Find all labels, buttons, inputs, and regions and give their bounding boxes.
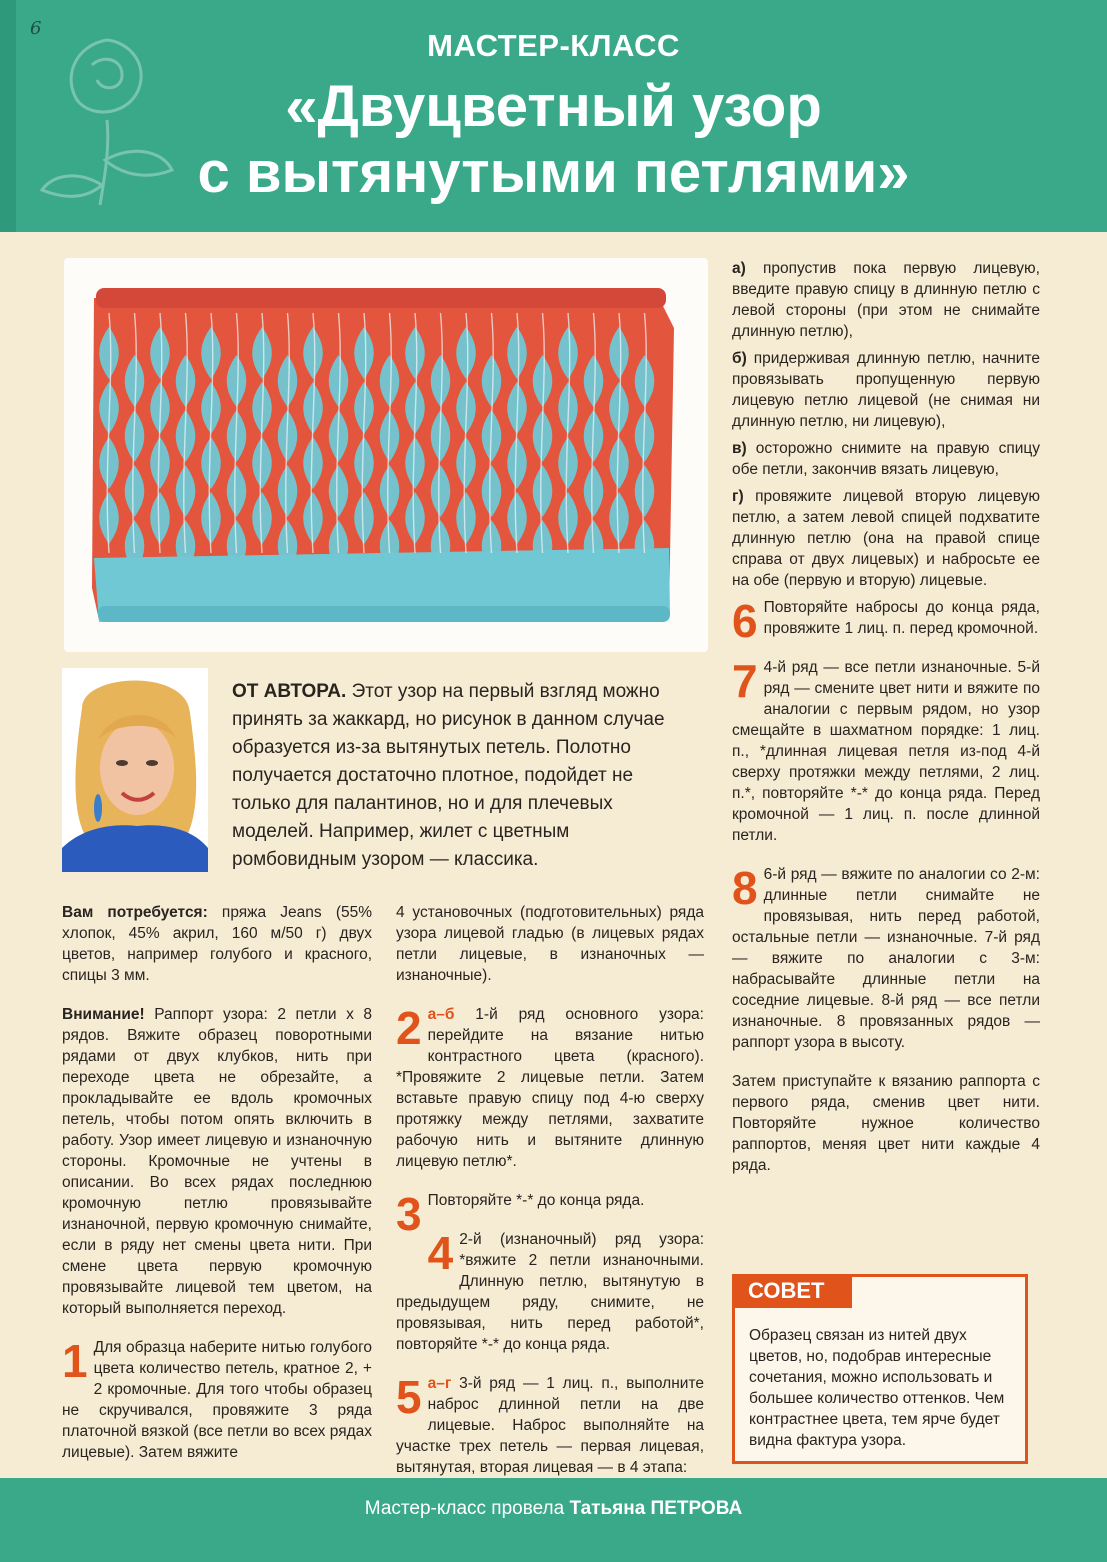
- author-portrait: [62, 668, 208, 872]
- footer-credit: [0, 1498, 1107, 1520]
- step-text: 6-й ряд — вяжите по аналогии со 2-м: длинные петли снимайте не провязывая, нить перед работой, остальные петли — изнаночные. 7-й ряд — вяжите по аналогии с 3-м: набрасывайте длинные петли на соседние лицевые. 8-й ряд — все петли изнаночные. 8 провязанных рядов — раппорт узора в высоту.: [732, 866, 1040, 1051]
- step-number: 1: [62, 1335, 88, 1387]
- materials-paragraph: [62, 902, 372, 986]
- column-3: [732, 258, 1040, 1194]
- step-5: [396, 1373, 704, 1478]
- step-4: [396, 1229, 704, 1355]
- title-line-2: с вытянутыми петлями»: [197, 140, 910, 205]
- attention-label: Внимание!: [62, 1006, 145, 1023]
- swatch-photo: [64, 258, 708, 652]
- step-number: 2: [396, 1002, 422, 1054]
- step-1-continued: 4 установочных (подготовительных) ряда узора лицевой гладью (в лицевых рядах петли лицевые, в изнаночных — изнаночные).: [396, 904, 704, 984]
- closing-paragraph: Затем приступайте к вязанию раппорта с первого ряда, сменив цвет нити. Повторяйте нужное количество раппортов, меняя цвет нити каждые 4 ряда.: [732, 1073, 1040, 1174]
- step-number: 3: [396, 1188, 422, 1240]
- tip-label: СОВЕТ: [732, 1274, 852, 1308]
- author-note-text: Этот узор на первый взгляд можно принять за жаккард, но рисунок в данном случае образуется из-за вытянутых петель. Полотно получается достаточно плотное, подойдет не только для палантинов, но и для плечевых моделей. Например, жилет с цветным ромбовидным узором — классика.: [232, 681, 665, 870]
- substep-text: осторожно снимите на правую спицу обе петли, закончив вязать лицевую,: [732, 440, 1040, 478]
- step-7: [732, 657, 1040, 846]
- substep-text: придерживая длинную петлю, начните провязывать пропущенную первую лицевую петлю лицевой (не снимая ни длинную петлю, ни лицевую),: [732, 350, 1040, 430]
- footer-prefix: Мастер-класс провела: [364, 1498, 570, 1519]
- step-sub-label: а–б: [427, 1006, 455, 1023]
- step-text: Для образца наберите нитью голубого цвета количество петель, кратное 2, + 2 кромочные. Для того чтобы образец не скручивался, провяжите 3 ряда платочной вязкой (все петли во всех рядах лицевые). Затем вяжите: [62, 1339, 372, 1461]
- attention-text: Раппорт узора: 2 петли х 8 рядов. Вяжите образец поворотными рядами от двух клубков, нить при переходе цвета не обрезайте, а прокладывайте ее вдоль кромочных петель, чтобы потом опять включить в работу. Узор имеет лицевую и изнаночную стороны. Кромочные не учтены в описании. Во всех рядах последнюю кромочную петлю провязывайте изнаночной, первую кромочную снимайте, если в ряду нет смены цвета нити. При смене цвета первую кромочную провязывайте лицевой тем цветом, на который выполняется переход.: [62, 1006, 372, 1317]
- title-line-1: «Двуцветный узор: [285, 74, 822, 139]
- step-2: [396, 1004, 704, 1172]
- page-title: [0, 74, 1107, 206]
- step-5c: [732, 438, 1040, 480]
- step-number: 4: [427, 1227, 454, 1279]
- step-8: [732, 864, 1040, 1053]
- step-6: [732, 595, 1040, 647]
- knitted-swatch-image: [64, 258, 708, 652]
- step-text: Повторяйте *-* до конца ряда.: [427, 1192, 645, 1209]
- substep-label: в): [732, 440, 747, 457]
- section-kicker: МАСТЕР-КЛАСС: [427, 28, 680, 63]
- step-number: 5: [396, 1371, 422, 1423]
- footer-banner: [0, 1478, 1107, 1562]
- step-5b: [732, 348, 1040, 432]
- author-note: [232, 678, 692, 874]
- column-2: [396, 902, 704, 1496]
- step-1: [62, 1337, 372, 1463]
- step-3: [396, 1188, 704, 1240]
- step-5d: [732, 486, 1040, 591]
- step-text: 3-й ряд — 1 лиц. п., выполните наброс длинной петли на две лицевые. Наброс выполняйте на участке трех петель — первая лицевая, вытянутая, вторая лицевая — в 4 этапа:: [396, 1375, 704, 1476]
- step-text: 1-й ряд основного узора: перейдите на вязание нитью контрастного цвета (красного). *Провяжите 2 лицевые петли. Затем вставьте правую спицу под 4-ю сверху протяжку между петлями, захватите рабочую нить и вытяните длинную лицевую петлю*.: [396, 1006, 704, 1170]
- step-text: 2-й (изнаночный) ряд узора: *вяжите 2 петли изнаночными. Длинную петлю, вытянутую в предыдущем ряду, снимите, не провязывая, нить перед работой*, повторяйте *-* до конца ряда.: [396, 1231, 704, 1353]
- attention-paragraph: [62, 1004, 372, 1319]
- header-banner: [0, 0, 1107, 232]
- materials-text: пряжа Jeans (55% хлопок, 45% акрил, 160 м/50 г) двух цветов, например голубого и красного, спицы 3 мм.: [62, 904, 373, 984]
- author-note-label: ОТ АВТОРА.: [232, 681, 347, 702]
- substep-label: а): [732, 260, 746, 277]
- step-number: 8: [732, 862, 758, 914]
- tip-text: Образец связан из нитей двух цветов, но, подобрав интересные сочетания, можно использовать и большее количество оттенков. Чем контрастнее цвета, тем ярче будет видна фактура узора.: [749, 1327, 1005, 1449]
- step-text: Повторяйте набросы до конца ряда, провяжите 1 лиц. п. перед кромочной.: [763, 599, 1040, 637]
- step-number: 7: [732, 655, 758, 707]
- tip-box: [732, 1274, 1028, 1464]
- substep-text: провяжите лицевой вторую лицевую петлю, а затем левой спицей подхватите длинную петлю (она на правой спице справа от двух лицевых) и набросьте ее на обе (первую и вторую) лицевые.: [732, 488, 1040, 589]
- page-number: 6: [30, 18, 42, 39]
- substep-label: г): [732, 488, 744, 505]
- substep-text: пропустив пока первую лицевую, введите правую спицу в длинную петлю с левой стороны (при этом не снимайте длинную петлю),: [732, 260, 1040, 340]
- step-5a: [732, 258, 1040, 342]
- step-sub-label: а–г: [427, 1375, 452, 1392]
- substep-label: б): [732, 350, 747, 367]
- column-1: [62, 902, 372, 1481]
- step-number: 6: [732, 595, 758, 647]
- footer-author: Татьяна ПЕТРОВА: [569, 1498, 743, 1519]
- materials-label: Вам потребуется:: [62, 904, 208, 921]
- step-text: 4-й ряд — все петли изнаночные. 5-й ряд — смените цвет нити и вяжите по аналогии с первым рядом, но узор смещайте в шахматном порядке: 1 лиц. п., *длинная лицевая петля из-под 4-й сверху протяжки между петлями, 2 лиц. п.*, повторяйте *-* до конца ряда. Перед кромочной — 1 лиц. п. после длинной петли.: [732, 659, 1040, 844]
